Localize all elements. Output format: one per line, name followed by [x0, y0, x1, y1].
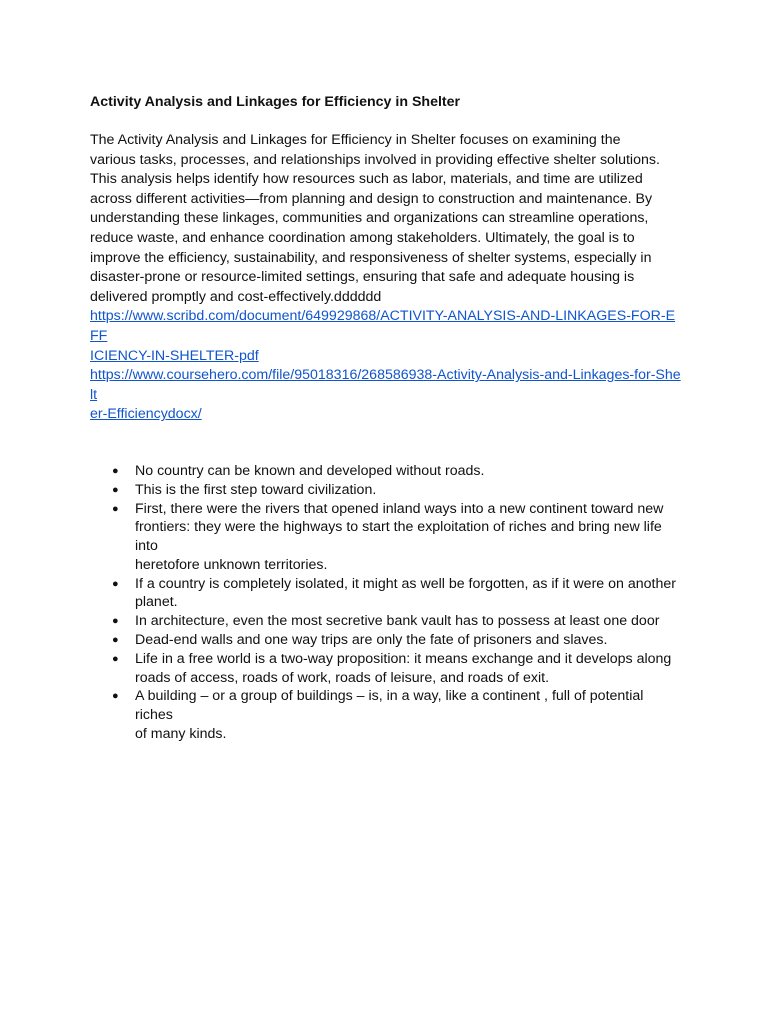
reference-links: [90, 307, 682, 425]
list-item-text: In architecture, even the most secretive bank vault has to possess at least one door: [135, 613, 660, 630]
list-item: [90, 462, 682, 481]
bullet-icon: ●: [112, 690, 119, 703]
document-page: [90, 92, 682, 744]
list-item-text: If a country is completely isolated, it might as well be forgotten, as if it were on another planet.: [135, 575, 676, 611]
bullet-icon: ●: [112, 502, 119, 515]
list-item: [90, 575, 682, 613]
bullet-icon: ●: [112, 615, 119, 628]
list-item-text: Dead-end walls and one way trips are only the fate of prisoners and slaves.: [135, 632, 608, 649]
document-title: Activity Analysis and Linkages for Efficiency in Shelter: [90, 94, 461, 110]
list-item-text: Life in a free world is a two-way proposition: it means exchange and it develops along roads of access, roads of work, roads of leisure, and roads of exit.: [135, 650, 672, 686]
list-item: [90, 650, 682, 688]
list-item-text: First, there were the rivers that opened inland ways into a new continent toward new frontiers: they were the highways to start the exploitation of riches and bring new life into heretofore unknown territories.: [135, 500, 664, 573]
scribd-link[interactable]: https://www.scribd.com/document/649929868/ACTIVITY-ANALYSIS-AND-LINKAGES-FOR-EFF ICIENCY-IN-SHELTER-pdf: [90, 308, 676, 364]
list-item: [90, 481, 682, 500]
intro-paragraph: The Activity Analysis and Linkages for Efficiency in Shelter focuses on examining the various tasks, processes, and relationships involved in providing effective shelter solutions. This analysis helps identify how resources such as labor, materials, and time are utilized across different activities—from planning and design to construction and maintenance. By understanding these linkages, communities and organizations can streamline operations, reduce waste, and enhance coordination among stakeholders. Ultimately, the goal is to improve the efficiency, sustainability, and responsiveness of shelter systems, especially in disaster-prone or resource-limited settings, ensuring that safe and adequate housing is delivered promptly and cost-effectively.dddddd: [90, 132, 660, 305]
list-item-text: This is the first step toward civilization.: [135, 481, 377, 498]
bullet-icon: ●: [112, 483, 119, 496]
coursehero-link[interactable]: https://www.coursehero.com/file/95018316/268586938-Activity-Analysis-and-Linkages-for-Shelt er-Efficiencydocx/: [90, 367, 681, 423]
list-item-text: A building – or a group of buildings – is, in a way, like a continent , full of potential riches of many kinds.: [135, 688, 644, 743]
bullet-icon: ●: [112, 464, 119, 477]
bullet-list: [90, 462, 682, 744]
bullet-icon: ●: [112, 577, 119, 590]
list-item-text: No country can be known and developed without roads.: [135, 462, 485, 479]
list-item: [90, 631, 682, 650]
list-item: [90, 612, 682, 631]
bullet-icon: ●: [112, 652, 119, 665]
list-item: [90, 500, 682, 575]
bullet-icon: ●: [112, 634, 119, 647]
list-item: [90, 687, 682, 743]
